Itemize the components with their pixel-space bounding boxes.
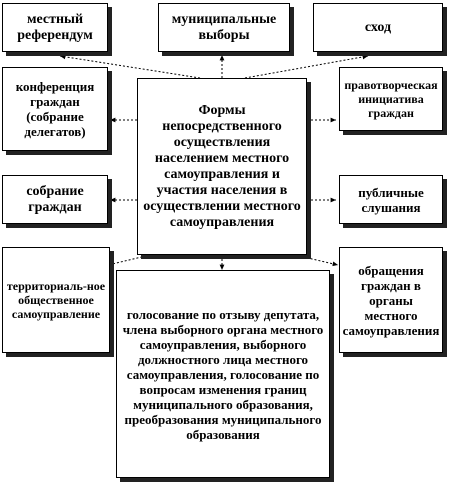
box-bottom-middle bbox=[116, 270, 330, 478]
box-mid-right-2-text: публичные слушания bbox=[358, 184, 424, 215]
box-bottom-right-text: обращения граждан в органы местного самоуправления bbox=[342, 262, 440, 338]
arrow-to-bottom-left bbox=[108, 255, 150, 265]
box-bottom-middle-text: голосование по отзыву депутата, члена выборного органа местного самоуправления, выборного должностного лица местного самоуправления, голосование по вопросам изменения границ муниципального образования, преобразования муниципального образования bbox=[122, 306, 324, 442]
box-mid-right-2 bbox=[339, 175, 443, 224]
box-bottom-left-text: территориаль-ное общественное самоуправление bbox=[6, 279, 106, 321]
box-bottom-left bbox=[2, 247, 110, 353]
box-top-middle-text: муниципальные выборы bbox=[171, 11, 277, 43]
box-center-text: Формы непосредственного осуществления населением местного самоуправления и участия населения в осуществлении местного самоуправления bbox=[143, 102, 301, 230]
box-mid-left-2 bbox=[2, 175, 108, 224]
box-mid-right-1-text: правотворческая инициатива граждан bbox=[344, 78, 438, 120]
box-center bbox=[137, 78, 307, 255]
box-top-left-text: местный референдум bbox=[17, 11, 93, 43]
box-top-right-text: сход bbox=[364, 19, 392, 35]
arrow-to-bottom-right bbox=[295, 255, 338, 265]
box-top-middle bbox=[158, 3, 290, 52]
box-mid-right-1 bbox=[339, 67, 443, 131]
box-mid-left-2-text: собрание граждан bbox=[26, 183, 84, 215]
box-mid-left-1-text: конференция граждан (собрание делегатов) bbox=[15, 79, 95, 139]
box-top-right bbox=[313, 3, 443, 52]
box-mid-left-1 bbox=[2, 67, 108, 151]
box-top-left bbox=[2, 3, 108, 52]
box-bottom-right bbox=[339, 247, 443, 353]
